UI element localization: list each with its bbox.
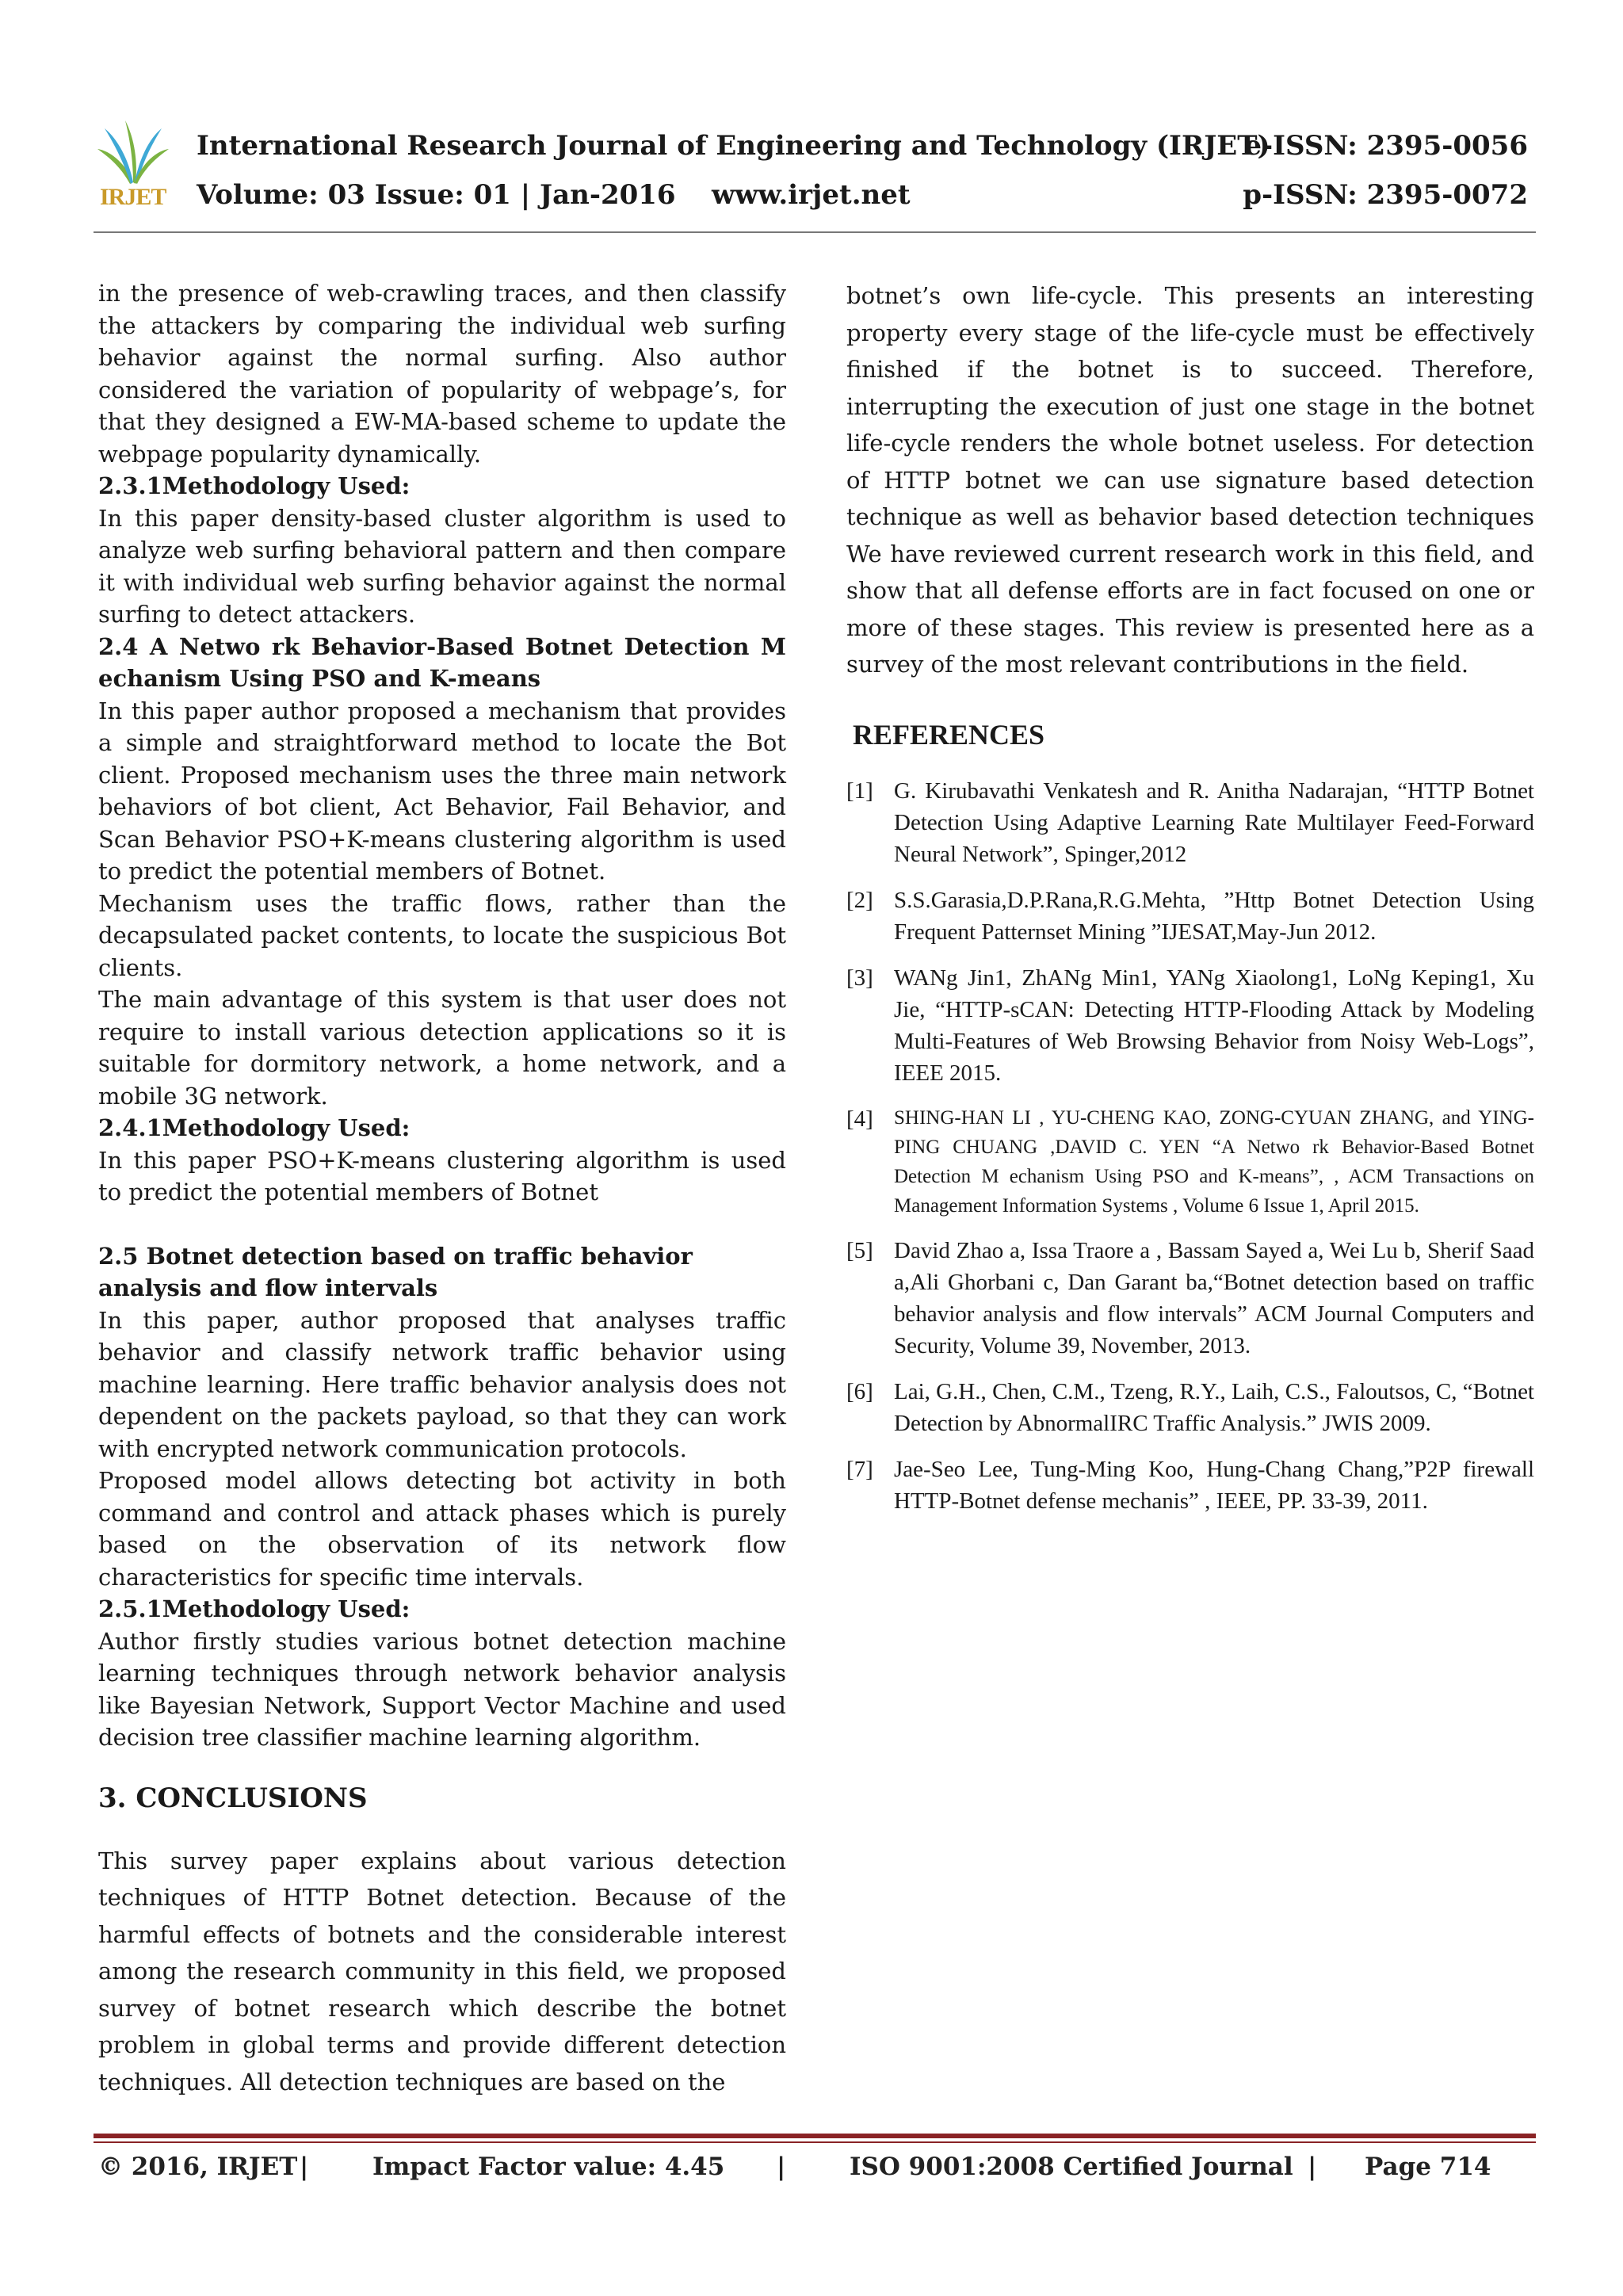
reference-text: David Zhao a, Issa Traore a , Bassam Sayed a, Wei Lu b, Sherif Saad a,Ali Ghorbani c, Dan Garant ba,“Botnet detection based on traffic behavior analysis and flow intervals” ACM Journal Computers and Security, Volume 39, November, 2013.	[894, 1237, 1534, 1358]
p-issn: p-ISSN: 2395-0072	[1243, 179, 1528, 211]
reference-item	[846, 1103, 1534, 1221]
section-heading: 2.4 A Netwo rk Behavior-Based Botnet Detection M echanism Using PSO and K-means	[98, 632, 786, 692]
reference-item	[846, 884, 1534, 948]
paragraph: Proposed model allows detecting bot activity in both command and control and attack phases which is purely based on the observation of its network flow characteristics for specific time intervals.	[98, 1467, 786, 1591]
footer-separator: |	[300, 2153, 309, 2181]
logo-text: IRJET	[100, 184, 166, 210]
left-column	[98, 277, 786, 2100]
reference-text: WANg Jin1, ZhANg Min1, YANg Xiaolong1, LoNg Keping1, Xu Jie, “HTTP-sCAN: Detecting HTTP-Flooding Attack by Modeling Multi-Features of Web Browsing Behavior from Noisy Web-Logs”, IEEE 2015.	[894, 965, 1534, 1086]
footer-divider	[94, 2134, 1536, 2138]
reference-item	[846, 1376, 1534, 1439]
paragraph: in the presence of web-crawling traces, and then classify the attackers by comparing the individual web surfing behavior against the normal surfing. Also author considered the variation of popularity of webpage’s, for that they designed a EW-MA-based scheme to update the webpage popularity dynamically.	[98, 280, 786, 468]
conclusions-heading: 3. CONCLUSIONS	[98, 1782, 368, 1814]
page-footer	[0, 2153, 1623, 2192]
section-heading: 2.5.1Methodology Used:	[98, 1595, 411, 1622]
reference-item	[846, 962, 1534, 1089]
paragraph: In this paper density-based cluster algorithm is used to analyze web surfing behavioral pattern and then compare it with individual web surfing behavior against the normal surfing to detect attackers.	[98, 504, 786, 628]
footer-copyright: © 2016, IRJET	[98, 2153, 298, 2181]
reference-text: SHING-HAN LI , YU-CHENG KAO, ZONG-CYUAN ZHANG, and YING-PING CHUANG ,DAVID C. YEN “A Netwo rk Behavior-Based Botnet Detection M echanism Using PSO and K-means”, , ACM Transactions on Management Information Systems , Volume 6 Issue 1, April 2015.	[894, 1106, 1534, 1217]
section-heading: 2.5 Botnet detection based on traffic behavior analysis and flow intervals	[98, 1242, 693, 1301]
paragraph: botnet’s own life-cycle. This presents an interesting property every stage of the life-cycle must be effectively finished if the botnet is to succeed. Therefore, interrupting the execution of just one stage in the botnet life-cycle renders the whole botnet useless. For detection of HTTP botnet we can use signature based detection technique as well as behavior based detection techniques We have reviewed current research work in this field, and show that all defense efforts are in fact focused on one or more of these stages. This review is presented here as a survey of the most relevant contributions in the field.	[846, 282, 1534, 678]
footer-page-number: Page 714	[1365, 2153, 1491, 2181]
footer-separator: |	[777, 2153, 786, 2181]
reference-number: [1]	[846, 777, 873, 804]
paragraph: Mechanism uses the traffic flows, rather than the decapsulated packet contents, to locate the suspicious Bot clients.	[98, 889, 786, 981]
reference-number: [3]	[846, 965, 873, 991]
reference-text: G. Kirubavathi Venkatesh and R. Anitha Nadarajan, “HTTP Botnet Detection Using Adaptive Learning Rate Multilayer Feed-Forward Neural Network”, Spinger,2012	[894, 777, 1534, 867]
section-heading: 2.4.1Methodology Used:	[98, 1114, 411, 1141]
page-header	[94, 119, 1536, 230]
section-heading: 2.3.1Methodology Used:	[98, 472, 411, 499]
footer-iso: ISO 9001:2008 Certified Journal	[850, 2153, 1293, 2181]
footer-impact-factor: Impact Factor value: 4.45	[372, 2153, 725, 2181]
reference-item	[846, 775, 1534, 870]
reference-text: Lai, G.H., Chen, C.M., Tzeng, R.Y., Laih, C.S., Faloutsos, C, “Botnet Detection by AbnormalIRC Traffic Analysis.” JWIS 2009.	[894, 1378, 1534, 1436]
paragraph: In this paper, author proposed that analyses traffic behavior and classify network traffic behavior using machine learning. Here traffic behavior analysis does not dependent on the packets payload, so that they can work with encrypted network communication protocols.	[98, 1306, 786, 1462]
reference-text: S.S.Garasia,D.P.Rana,R.G.Mehta, ”Http Botnet Detection Using Frequent Patternset Mining ”IJESAT,May-Jun 2012.	[894, 887, 1534, 945]
references-heading: REFERENCES	[853, 718, 1045, 751]
reference-number: [6]	[846, 1378, 873, 1404]
reference-item	[846, 1235, 1534, 1362]
right-column	[846, 277, 1534, 1531]
reference-item	[846, 1454, 1534, 1517]
paragraph: Author firstly studies various botnet detection machine learning techniques through network behavior analysis like Bayesian Network, Support Vector Machine and used decision tree classifier machine learning algorithm.	[98, 1627, 786, 1751]
volume-issue: Volume: 03 Issue: 01 | Jan-2016	[197, 179, 676, 211]
reference-number: [5]	[846, 1237, 873, 1263]
reference-number: [2]	[846, 887, 873, 913]
paragraph: This survey paper explains about various detection techniques of HTTP Botnet detection. Because of the harmful effects of botnets and the considerable interest among the research community in this field, we proposed survey of botnet research which describe the botnet problem in global terms and provide different detection techniques. All detection techniques are based on the	[98, 1847, 786, 2095]
header-divider	[94, 231, 1536, 233]
reference-number: [4]	[846, 1106, 873, 1132]
paragraph: In this paper PSO+K-means clustering algorithm is used to predict the potential members of Botnet	[98, 1146, 786, 1205]
reference-list	[846, 775, 1534, 1517]
reference-text: Jae-Seo Lee, Tung-Ming Koo, Hung-Chang Chang,”P2P firewall HTTP-Botnet defense mechanis” , IEEE, PP. 33-39, 2011.	[894, 1456, 1534, 1514]
paragraph: In this paper author proposed a mechanism that provides a simple and straightforward method to locate the Bot client. Proposed mechanism uses the three main network behaviors of bot client, Act Behavior, Fail Behavior, and Scan Behavior PSO+K-means clustering algorithm is used to predict the potential members of Botnet.	[98, 697, 786, 884]
journal-title: International Research Journal of Engineering and Technology (IRJET)	[197, 130, 1270, 162]
e-issn: e-ISSN: 2395-0056	[1244, 130, 1528, 162]
paragraph: The main advantage of this system is that user does not require to install various detection applications so it is suitable for dormitory network, a home network, and a mobile 3G network.	[98, 986, 786, 1110]
footer-separator: |	[1308, 2153, 1317, 2181]
journal-website[interactable]: www.irjet.net	[712, 179, 911, 211]
irjet-logo-icon	[94, 119, 181, 214]
reference-number: [7]	[846, 1456, 873, 1482]
footer-divider-thin	[94, 2141, 1536, 2143]
